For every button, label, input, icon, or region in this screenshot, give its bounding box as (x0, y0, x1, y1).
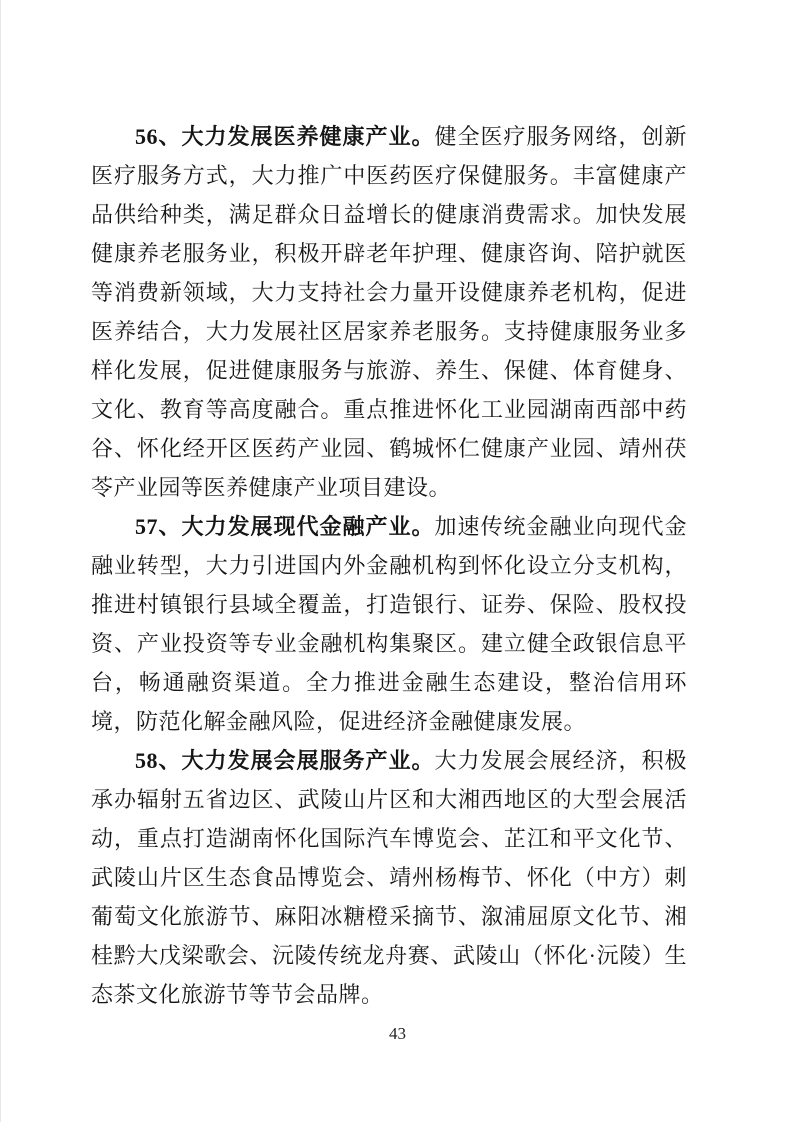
paragraph-56-body: 健全医疗服务网络，创新医疗服务方式，大力推广中医药医疗保健服务。丰富健康产品供给种类，满足群众日益增长的健康消费需求。加快发展健康养老服务业，积极开辟老年护理、健康咨询、陪护就医等消费新领域，大力支持社会力量开设健康养老机构，促进医养结合，大力发展社区居家养老服务。支持健康服务业多样化发展，促进健康服务与旅游、养生、保健、体育健身、文化、教育等高度融合。重点推进怀化工业园湖南西部中药谷、怀化经开区医药产业园、鹤城怀仁健康产业园、靖州茯苓产业园等医养健康产业项目建设。 (91, 124, 687, 500)
paragraph-57-heading: 57、大力发展现代金融产业。 (135, 514, 435, 539)
paragraph-57 (91, 507, 687, 741)
paragraph-56 (91, 117, 687, 507)
page-number: 43 (389, 1024, 406, 1043)
paragraph-58-heading: 58、大力发展会展服务产业。 (135, 748, 435, 773)
document-body (91, 117, 687, 1014)
paragraph-56-heading: 56、大力发展医养健康产业。 (135, 124, 435, 149)
paragraph-58-body: 大力发展会展经济，积极承办辐射五省边区、武陵山片区和大湘西地区的大型会展活动，重点打造湖南怀化国际汽车博览会、芷江和平文化节、武陵山片区生态食品博览会、靖州杨梅节、怀化（中方）刺葡萄文化旅游节、麻阳冰糖橙采摘节、溆浦屈原文化节、湘桂黔大戊梁歌会、沅陵传统龙舟赛、武陵山（怀化·沅陵）生态茶文化旅游节等节会品牌。 (91, 748, 687, 1007)
paragraph-58 (91, 741, 687, 1014)
paragraph-57-body: 加速传统金融业向现代金融业转型，大力引进国内外金融机构到怀化设立分支机构，推进村镇银行县域全覆盖，打造银行、证券、保险、股权投资、产业投资等专业金融机构集聚区。建立健全政银信息平台，畅通融资渠道。全力推进金融生态建设，整治信用环境，防范化解金融风险，促进经济金融健康发展。 (91, 514, 687, 734)
